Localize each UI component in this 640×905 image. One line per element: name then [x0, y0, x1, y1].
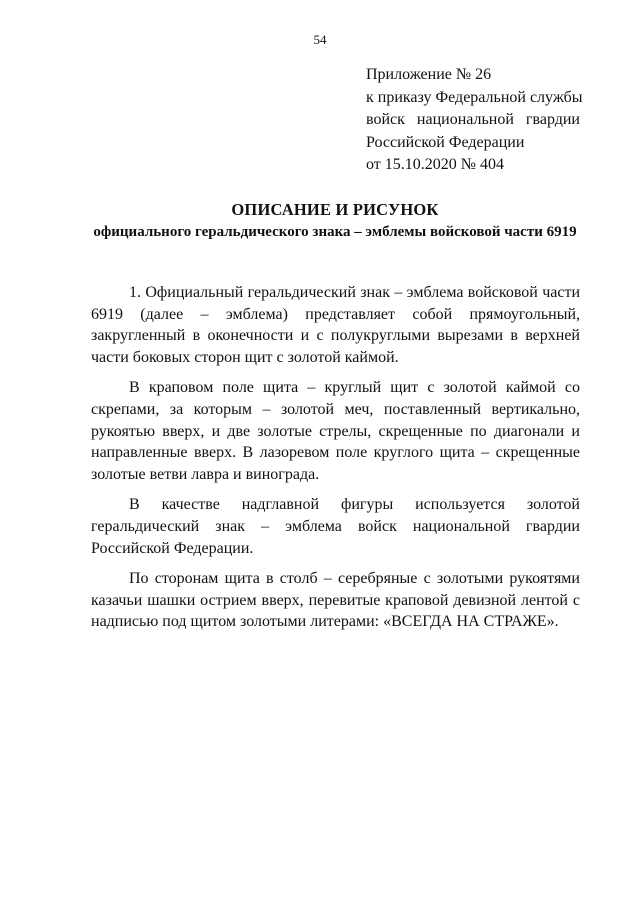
document-subtitle: официального геральдического знака – эмблемы войсковой части 6919: [93, 224, 577, 240]
paragraph-1: 1. Официальный геральдический знак – эмблема войсковой части 6919 (далее – эмблема) представляет собой прямоугольный, закругленный в оконечности и с полукруглыми вырезами в верхней части боковых сторон щит с золотой каймой.: [91, 284, 580, 366]
paragraph-4: По сторонам щита в столб – серебряные с золотыми рукоятями казачьи шашки острием вверх, перевитые краповой девизной лентой с надписью под щитом золотыми литерами: «ВСЕГДА НА СТРАЖЕ».: [91, 570, 580, 631]
appendix-service-name: войск национальной гвардии: [366, 111, 580, 128]
appendix-date-number: от 15.10.2020 № 404: [366, 156, 505, 173]
appendix-order-ref: к приказу Федеральной службы: [366, 88, 583, 106]
appendix-block: [366, 64, 583, 177]
appendix-number: Приложение № 26: [366, 66, 492, 83]
paragraph-3: В качестве надглавной фигуры используется золотой геральдический знак – эмблема войск национальной гвардии Российской Федерации.: [91, 496, 580, 557]
paragraph-2: В краповом поле щита – круглый щит с золотой каймой со скрепами, за которым – золотой меч, поставленный вертикально, рукоятью вверх, и две золотые стрелы, скрещенные по диагонали и направленные вверх. В лазоревом поле круглого щита – скрещенные золотые ветви лавра и винограда.: [91, 379, 580, 483]
appendix-country: Российской Федерации: [366, 133, 525, 151]
document-body: [91, 282, 580, 642]
page-number: 54: [313, 32, 327, 47]
document-title: ОПИСАНИЕ И РИСУНОК: [231, 200, 439, 219]
